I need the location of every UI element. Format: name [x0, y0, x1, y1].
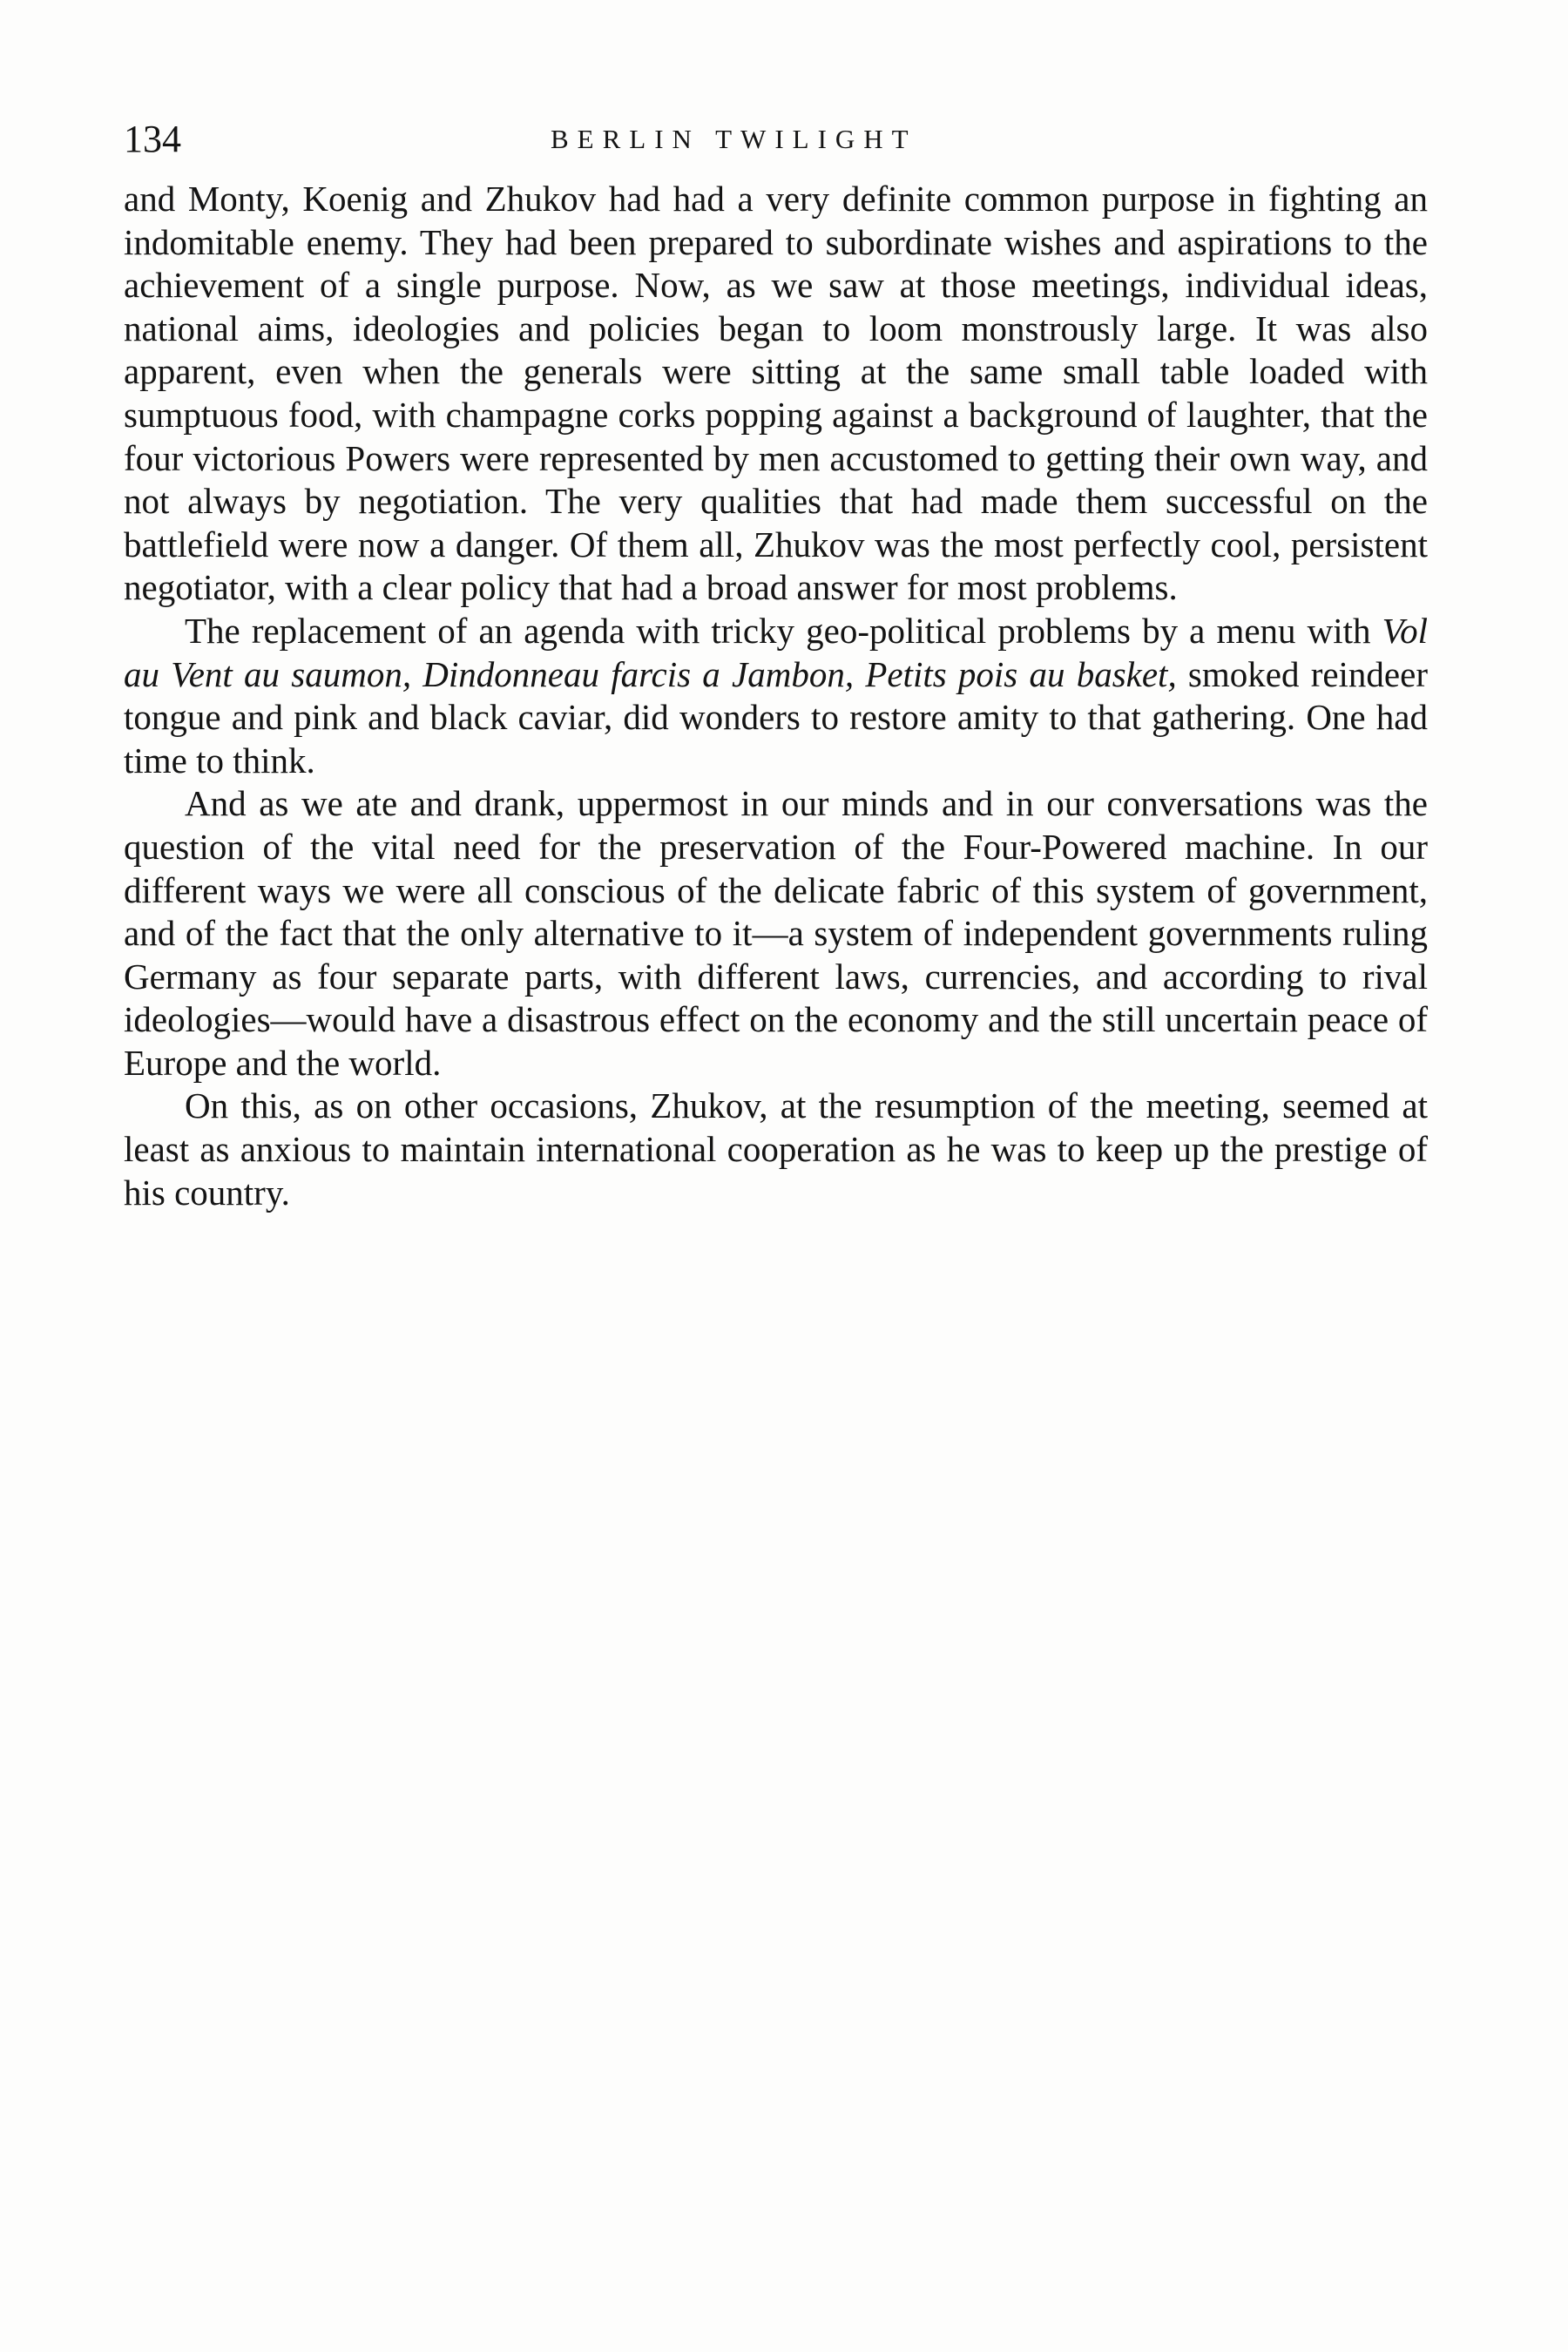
paragraph-2-text-after: smoked reindeer tongue and pink and black caviar, did wonders to restore amity to that gathering. One had time to think. [124, 653, 1428, 781]
body-text [124, 178, 1428, 1214]
paragraph-1: and Monty, Koenig and Zhukov had had a very definite common purpose in fighting an indomitable enemy. They had been prepared to subordinate wishes and aspirations to the achievement of a single purpose. Now, as we saw at those meetings, individual ideas, national aims, ideologies and policies began to loom monstrously large. It was also apparent, even when the generals were sitting at the same small table loaded with sumptuous food, with champagne corks popping against a background of laughter, that the four victorious Powers were represented by men accustomed to getting their own way, and not always by negotiation. The very qualities that had made them successful on the battlefield were now a danger. Of them all, Zhukov was the most perfectly cool, persistent negotiator, with a clear policy that had a broad answer for most problems. [124, 179, 1428, 608]
paragraph-2-menu-italic: Vol au Vent au saumon, Dindonneau farcis a Jambon, Petits pois au basket, [124, 610, 1428, 694]
running-head [124, 115, 1430, 167]
paragraph-4: On this, as on other occasions, Zhukov, at the resumption of the meeting, seemed at least as anxious to maintain international cooperation as he was to keep up the prestige of his country. [124, 1085, 1428, 1213]
paragraph-3: And as we ate and drank, uppermost in our minds and in our conversations was the question of the vital need for the preservation of the Four-Powered machine. In our different ways we were all conscious of the delicate fabric of this system of government, and of the fact that the only alternative to it—a system of independent governments ruling Germany as four separate parts, with different laws, currencies, and according to rival ideologies—would have a disastrous effect on the economy and the still uncertain peace of Europe and the world. [124, 783, 1428, 1083]
page-number: 134 [124, 118, 181, 160]
book-title: BERLIN TWILIGHT [551, 124, 917, 154]
paragraph-2 [124, 610, 1428, 782]
paragraph-2-text-before: The replacement of an agenda with tricky geo-political problems by a menu with [185, 610, 1382, 651]
